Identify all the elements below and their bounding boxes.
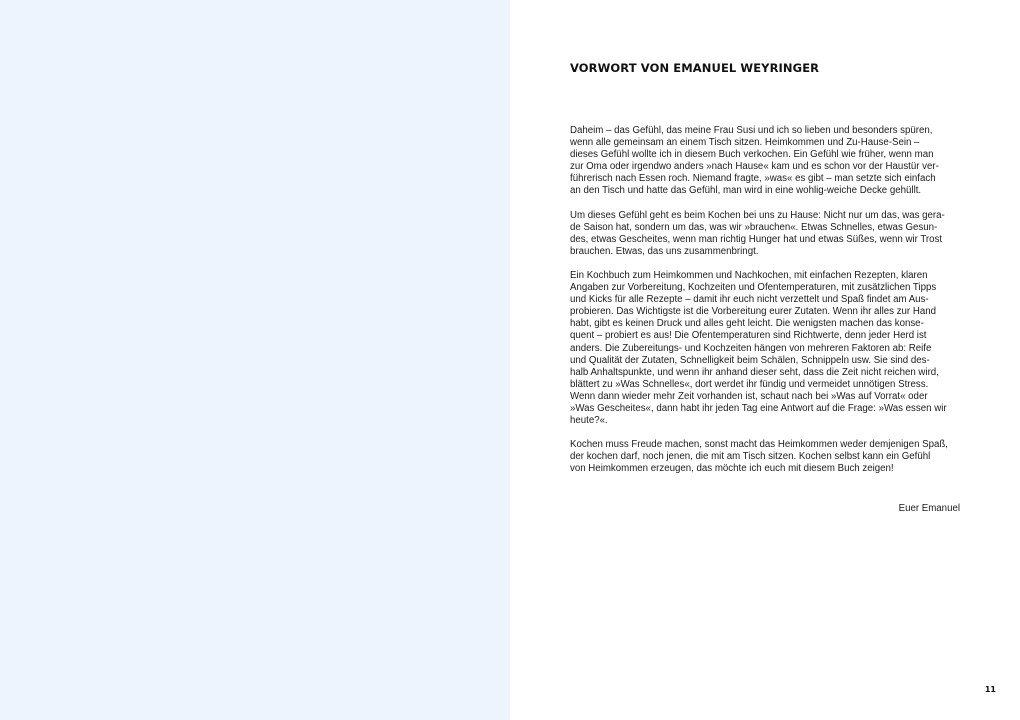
text-line: dieses Gefühl wollte ich in diesem Buch verkochen. Ein Gefühl wie früher, wenn man xyxy=(570,149,934,161)
foreword-body xyxy=(570,125,965,487)
text-line: zur Oma oder irgendwo anders »nach Hause« kam und es schon vor der Haustür ver- xyxy=(570,161,939,173)
text-line: »Was Gescheites«, dann habt ihr jeden Tag eine Antwort auf die Frage: »Was essen wir xyxy=(570,402,947,414)
signature: Euer Emanuel xyxy=(898,503,960,514)
text-line: blättert zu »Was Schnelles«, dort werdet ihr fündig und vermeidet unnötigen Stress. xyxy=(570,378,929,390)
text-line: Um dieses Gefühl geht es beim Kochen bei uns zu Hause: Nicht nur um das, was gera- xyxy=(570,209,945,221)
text-line: und Kicks für alle Rezepte – damit ihr euch nicht verzettelt und Spaß findet am Aus- xyxy=(570,294,929,306)
paragraph-4 xyxy=(570,439,965,475)
text-line: Daheim – das Gefühl, das meine Frau Susi und ich so lieben und besonders spüren, xyxy=(570,125,933,136)
text-line: und Qualität der Zutaten, Schnelligkeit beim Schälen, Schnippeln usw. Sie sind des- xyxy=(570,354,930,366)
text-line: habt, gibt es keinen Druck und alles geht leicht. Die wenigsten machen das konse- xyxy=(570,318,924,330)
right-page xyxy=(510,0,1020,720)
text-line: Kochen muss Freude machen, sonst macht das Heimkommen weder demjenigen Spaß, xyxy=(570,439,948,451)
paragraph-1 xyxy=(570,125,965,198)
text-line: brauchen. Etwas, das uns zusammenbringt. xyxy=(570,245,759,257)
text-line: Angaben zur Vorbereitung, Kochzeiten und Ofentemperaturen, mit zusätzlichen Tipps xyxy=(570,282,937,294)
text-line: quent – probiert es aus! Die Ofentemperaturen sind Richtwerte, denn jeder Herd ist xyxy=(570,330,927,342)
text-line: anders. Die Zubereitungs- und Kochzeiten hängen von mehreren Faktoren ab: Reife xyxy=(570,342,932,354)
text-line: des, etwas Gescheites, wenn man richtig Hunger hat und etwas Süßes, wenn wir Trost xyxy=(570,233,943,245)
chapter-heading: VORWORT VON EMANUEL WEYRINGER xyxy=(570,61,820,75)
text-line: Ein Kochbuch zum Heimkommen und Nachkochen, mit einfachen Rezepten, klaren xyxy=(570,269,928,281)
text-line: heute?«. xyxy=(570,415,608,427)
text-line: führerisch nach Essen roch. Niemand fragte, »was« es gibt – man setzte sich einfach xyxy=(570,173,936,185)
text-line: probieren. Das Wichtigste ist die Vorbereitung eurer Zutaten. Wenn ihr alles zur Hand xyxy=(570,306,936,318)
text-line: der kochen darf, noch jenen, die mit am Tisch sitzen. Kochen selbst kann ein Gefühl xyxy=(570,451,931,463)
text-line: wenn alle gemeinsam an einem Tisch sitzen. Heimkommen und Zu-Hause-Sein – xyxy=(570,137,920,149)
paragraph-3 xyxy=(570,270,965,427)
text-line: an den Tisch und hatte das Gefühl, man wird in eine wohlig-weiche Decke gehüllt. xyxy=(570,185,922,197)
text-line: von Heimkommen erzeugen, das möchte ich euch mit diesem Buch zeigen! xyxy=(570,463,894,475)
text-line: de Saison hat, sondern um das, was wir »brauchen«. Etwas Schnelles, etwas Gesun- xyxy=(570,221,938,233)
text-line: Wenn dann wieder mehr Zeit vorhanden ist, schaut nach bei »Was auf Vorrat« oder xyxy=(570,390,928,402)
page-number: 11 xyxy=(984,685,996,694)
paragraph-2 xyxy=(570,210,965,258)
text-line: halb Anhaltspunkte, und wenn ihr anhand dieser seht, dass die Zeit nicht reichen wird, xyxy=(570,366,939,378)
